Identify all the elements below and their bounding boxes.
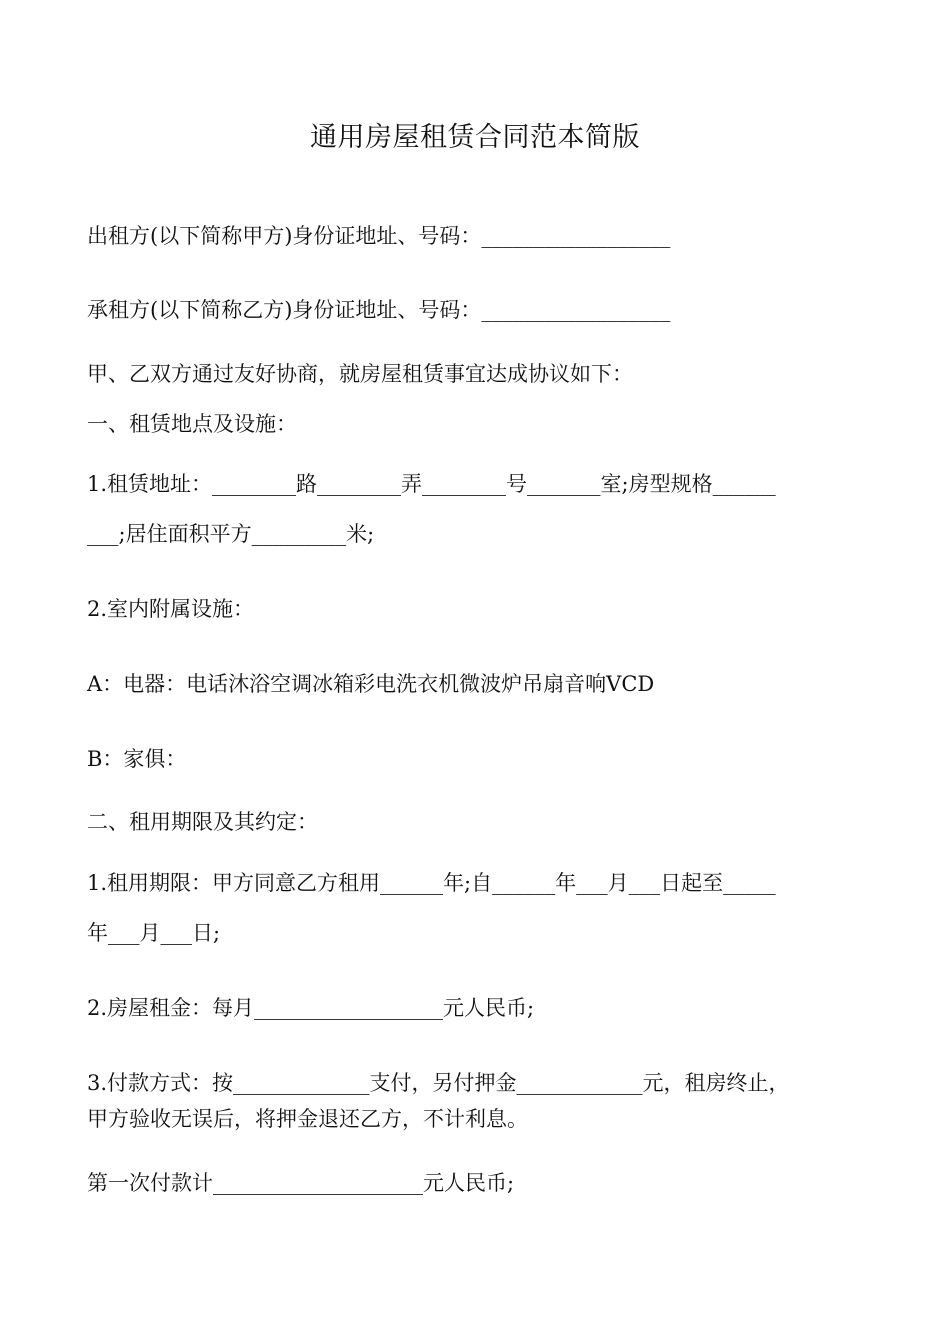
- section-1-heading: 一、租赁地点及设施：: [87, 412, 297, 436]
- lease-term-line: 1.租用期限：甲方同意乙方租用______年;自______年___月___日起至_____: [87, 871, 776, 895]
- lessee-id-line: 承租方(以下简称乙方)身份证地址、号码：__________________: [87, 298, 671, 322]
- document-title: 通用房屋租赁合同范本简版: [310, 122, 640, 153]
- monthly-rent-line: 2.房屋租金：每月__________________元人民币;: [87, 996, 535, 1020]
- payment-method-line: 3.付款方式：按_____________支付，另付押金____________元，租房终止，: [87, 1071, 790, 1095]
- facilities-heading: 2.室内附属设施：: [87, 597, 255, 621]
- furniture-line: B：家俱：: [87, 747, 187, 771]
- appliances-line: A：电器：电话沐浴空调冰箱彩电洗衣机微波炉吊扇音响VCD: [87, 672, 655, 696]
- lease-term-line-cont: 年___月___日;: [87, 921, 221, 945]
- lessor-id-line: 出租方(以下简称甲方)身份证地址、号码：__________________: [87, 224, 671, 248]
- section-2-heading: 二、租用期限及其约定：: [87, 810, 318, 834]
- first-payment-line: 第一次付款计____________________元人民币;: [87, 1171, 515, 1195]
- rental-address-line-cont: ___;居住面积平方_________米;: [87, 522, 375, 546]
- payment-method-line-cont: 甲方验收无误后，将押金退还乙方，不计利息。: [87, 1107, 528, 1131]
- agreement-intro: 甲、乙双方通过友好协商，就房屋租赁事宜达成协议如下：: [87, 362, 633, 386]
- rental-address-line: 1.租赁地址：________路________弄________号_______室;房型规格______: [87, 472, 776, 496]
